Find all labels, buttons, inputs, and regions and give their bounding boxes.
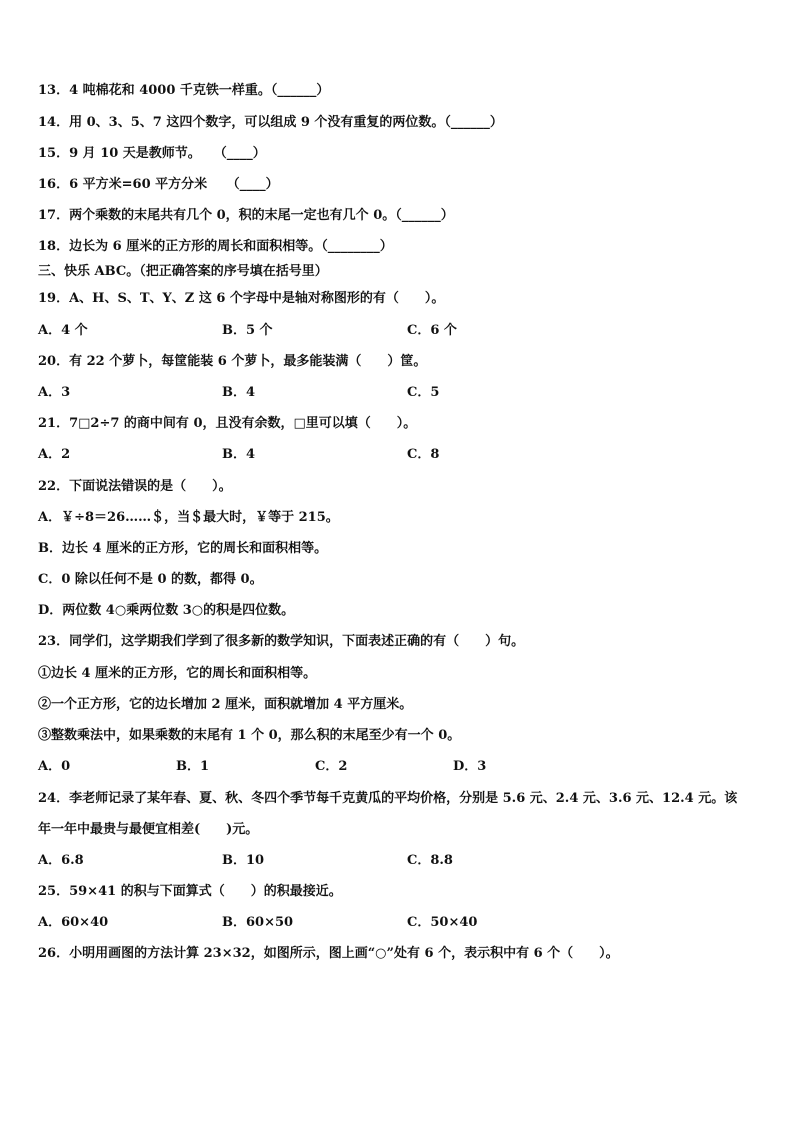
q23-option-a: A．0: [38, 759, 71, 774]
question-23: 23．同学们，这学期我们学到了很多新的数学知识，下面表述正确的有（ ）句。: [38, 634, 525, 649]
q23-option-b: B．1: [176, 759, 210, 774]
q21-option-c: C．8: [407, 447, 440, 462]
q20-option-a: A．3: [38, 385, 71, 400]
q22-option-a: A．￥÷8＝26……＄，当＄最大时，￥等于 215。: [38, 510, 339, 525]
q20-option-b: B．4: [222, 385, 256, 400]
question-26: 26．小明用画图的方法计算 23×32，如图所示，图上画“○”处有 6 个，表示积中有 6 个（ ）。: [38, 946, 619, 961]
question-19: 19．A、H、S、T、Y、Z 这 6 个字母中是轴对称图形的有（ ）。: [38, 291, 445, 306]
q25-option-c: C．50×40: [407, 915, 478, 930]
q23-option-d: D．3: [453, 759, 487, 774]
q25-option-a: A．60×40: [38, 915, 109, 930]
question-17: 17．两个乘数的末尾共有几个 0，积的末尾一定也有几个 0。（______）: [38, 208, 454, 223]
q23-statement-3: ③整数乘法中，如果乘数的末尾有 1 个 0，那么积的末尾至少有一个 0。: [38, 728, 461, 743]
q21-option-a: A．2: [38, 447, 71, 462]
q23-statement-2: ②一个正方形，它的边长增加 2 厘米，面积就增加 4 平方厘米。: [38, 697, 413, 712]
q23-option-c: C．2: [315, 759, 348, 774]
question-14: 14．用 0、3、5、7 这四个数字，可以组成 9 个没有重复的两位数。（______）: [38, 115, 503, 130]
question-16: 16．6 平方米=60 平方分米 （____）: [38, 177, 279, 192]
q19-option-c: C．6 个: [407, 323, 457, 338]
q24-option-a: A．6.8: [38, 853, 84, 868]
question-25: 25．59×41 的积与下面算式（ ）的积最接近。: [38, 884, 342, 899]
question-13: 13．4 吨棉花和 4000 千克铁一样重。（______）: [38, 83, 330, 98]
question-15: 15．9 月 10 天是教师节。 （____）: [38, 146, 266, 161]
q22-option-b: B．边长 4 厘米的正方形，它的周长和面积相等。: [38, 541, 328, 556]
q24-option-c: C．8.8: [407, 853, 453, 868]
q19-option-a: A．4 个: [38, 323, 88, 338]
q20-option-c: C．5: [407, 385, 440, 400]
section-3-heading: 三、快乐 ABC。（把正确答案的序号填在括号里）: [38, 264, 328, 279]
q25-option-b: B．60×50: [222, 915, 294, 930]
question-20: 20．有 22 个萝卜，每筐能装 6 个萝卜，最多能装满（ ）筐。: [38, 354, 427, 369]
question-24-line-2: 年一年中最贵与最便宜相差( )元。: [38, 822, 259, 837]
q21-option-b: B．4: [222, 447, 256, 462]
q22-option-d: D．两位数 4○乘两位数 3○的积是四位数。: [38, 603, 295, 618]
q23-statement-1: ①边长 4 厘米的正方形，它的周长和面积相等。: [38, 666, 317, 681]
question-21: 21．7□2÷7 的商中间有 0，且没有余数，□里可以填（ ）。: [38, 416, 417, 431]
q24-option-b: B．10: [222, 853, 265, 868]
question-24-line-1: 24．李老师记录了某年春、夏、秋、冬四个季节每千克黄瓜的平均价格，分别是 5.6 元、2.4 元、3.6 元、12.4 元。该: [38, 791, 738, 806]
question-18: 18．边长为 6 厘米的正方形的周长和面积相等。（________）: [38, 239, 393, 254]
q22-option-c: C．0 除以任何不是 0 的数，都得 0。: [38, 572, 263, 587]
question-22: 22．下面说法错误的是（ ）。: [38, 479, 232, 494]
q19-option-b: B．5 个: [222, 323, 273, 338]
